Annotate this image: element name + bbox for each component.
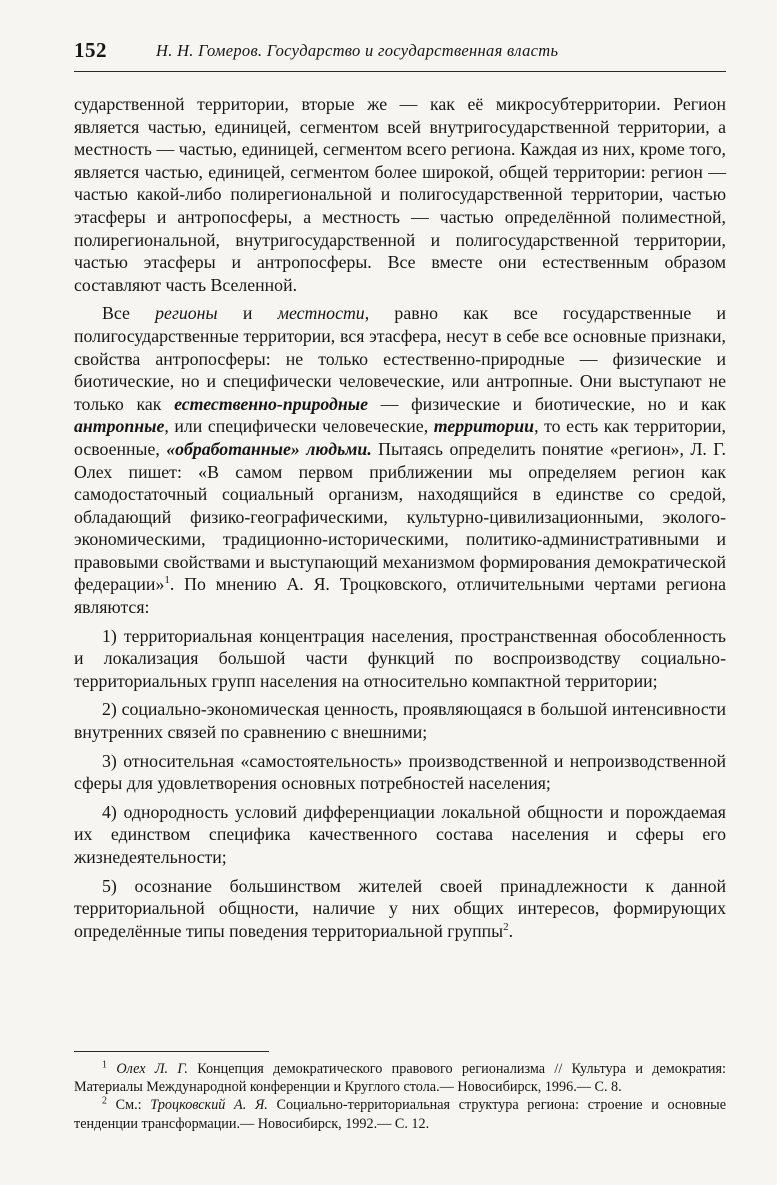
main-text — [74, 93, 726, 942]
footnote-1: $^1$ Олех Л. Г. Концепция демократического правового регионализма // Культура и демократия: Материалы Международной конференции и Круглого стола.— Новосибирск, 1996.— С. 8. — [74, 1059, 726, 1096]
book-page — [74, 38, 728, 1132]
footnote-ref-2[interactable]: 2 — [503, 920, 509, 933]
paragraph-2: Все регионы и местности, равно как все государственные и полигосударственные территории, вся этасфера, несут в себе все основные признаки, свойства антропосферы: не только естественно-природные — физические и биотические, но и специфически человеческие, или антропные. Они выступают не только как естественно-природные — физические и биотические, но и как антропные, или специфически человеческие, территории, то есть как территории, освоенные, «обработанные» людьми. Пытаясь определить понятие «регион», Л. Г. Олех пишет: «В самом первом приближении мы определяем регион как самодостаточный социальный организм, находящийся в единстве со средой, обладающий физико-географическими, культурно-цивилизационными, эколого-экономическими, традиционно-историческими, политико-административными и правовыми свойствами и выступающий механизмом формирования демократической федерации»$^1$. По мнению А. Я. Троцковского, отличительными чертами региона являются: — [74, 303, 727, 618]
term-anthropic: антропные — [74, 416, 165, 437]
running-title: Н. Н. Гомеров. Государство и государственная власть — [156, 41, 559, 60]
list-item-4: 4) однородность условий дифференциации локальной общности и порождаемая их единством специфика качественного состава населения и сферы его жизнедеятельности; — [74, 801, 726, 867]
paragraph-1: сударственной территории, вторые же — как её микросубтерритории. Регион является частью, единицей, сегментом всей внутригосударственной территории, а местность — частью, единицей, сегментом всего региона. Каждая из них, кроме того, является частью, единицей, сегментом более широкой, общей территории: регион — частью какой-либо полирегиональной и полигосударственной территории, частью этасферы и антропосферы, а местность — частью определённой полиместной, полирегиональной, внутригосударственной и полигосударственной территории, частью этасферы и антропосферы. Все вместе они естественным образом составляют часть Вселенной. — [74, 94, 726, 295]
footnote-2: $^2$ См.: Троцковский А. Я. Социально-территориальная структура региона: строение и основные тенденции трансформации.— Новосибирск, 1992.— С. 12. — [74, 1095, 727, 1132]
term-natural: естественно-природные — [174, 393, 368, 414]
page-number: 152 — [74, 38, 107, 62]
footnotes — [74, 1051, 726, 1133]
list-item-1: 1) территориальная концентрация населения, пространственная обособленность и локализация большой части функций по воспроизводству социально-территориальных групп населения на относительно компактной территории; — [74, 625, 726, 691]
footnote-rule — [74, 1051, 269, 1052]
list-item-3: 3) относительная «самостоятельность» производственной и непроизводственной сферы для удовлетворения основных потребностей населения; — [74, 750, 726, 794]
list-item-5: 5) осознание большинством жителей своей принадлежности к данной территориальной общности, наличие у них общих интересов, формирующих определённые типы поведения территориальной группы$^2$. — [74, 875, 726, 941]
list-item-2: 2) социально-экономическая ценность, проявляющаяся в большой интенсивности внутренних связей по сравнению с внешними; — [74, 699, 726, 743]
term-processed: «обработанные» людьми. — [166, 438, 372, 459]
term-territories: территории — [433, 416, 535, 437]
footnote-ref-1[interactable]: 1 — [164, 574, 170, 587]
page-header — [74, 38, 728, 66]
term-regions: регионы — [155, 303, 218, 324]
term-localities: местности — [277, 303, 365, 324]
header-rule — [74, 71, 726, 72]
